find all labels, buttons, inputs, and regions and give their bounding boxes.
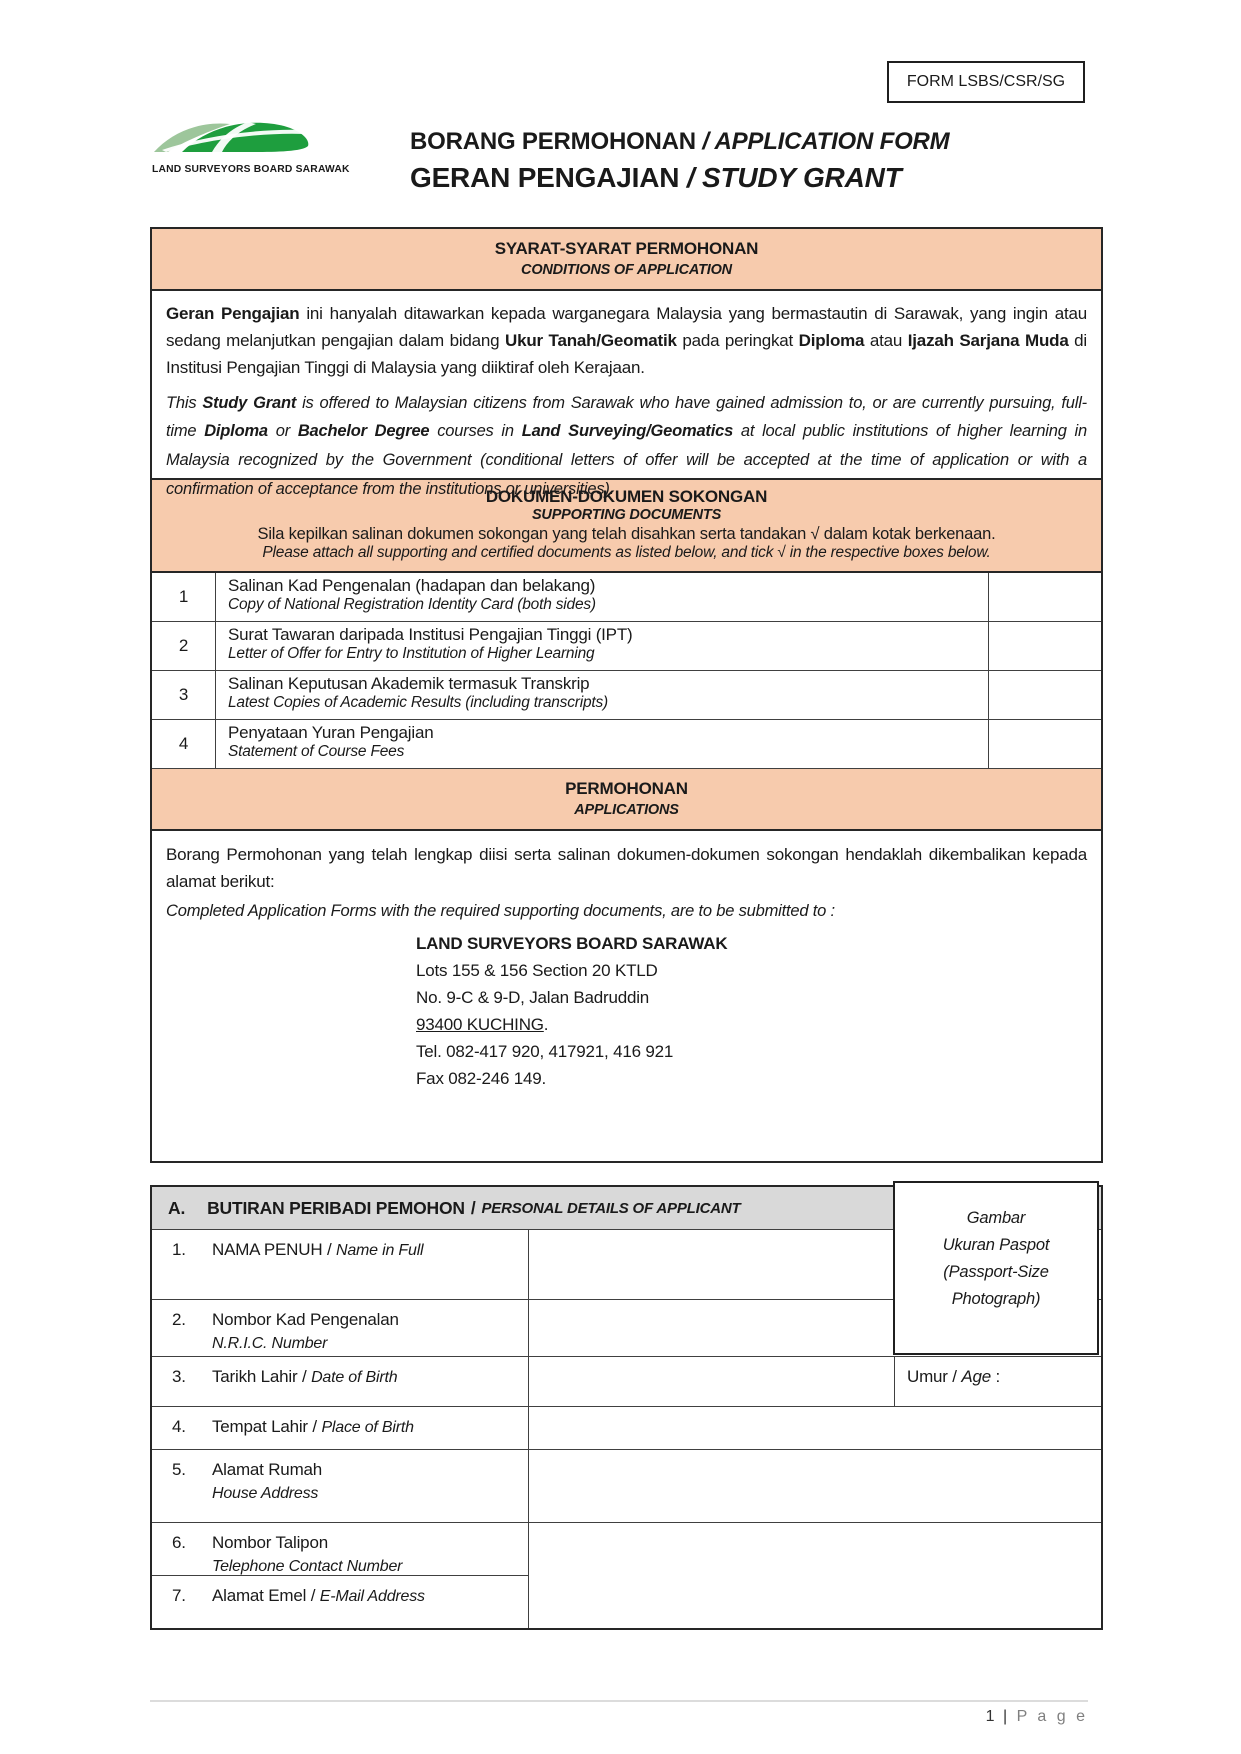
field-text (212, 1417, 414, 1449)
address-line-2: No. 9-C & 9-D, Jalan Badruddin (416, 988, 650, 1008)
document-item-row (152, 622, 1101, 671)
docs-note-en: Please attach all supporting and certified documents as listed below, and tick √ in the respective boxes below. (262, 544, 991, 561)
conditions-header-my: SYARAT-SYARAT PERMOHONAN (494, 239, 759, 258)
tick-box-4[interactable] (989, 720, 1101, 768)
doc-item-en: Letter of Offer for Entry to Institution of Higher Learning (228, 645, 595, 662)
field-row-house-address (152, 1450, 1101, 1523)
address-city-suffix: . (543, 1015, 549, 1035)
field-label (152, 1357, 529, 1406)
doc-item-my: Salinan Kad Pengenalan (hadapan dan belakang) (228, 576, 596, 595)
apps-header-en: APPLICATIONS (574, 802, 679, 818)
address-line-1: Lots 155 & 156 Section 20 KTLD (416, 961, 658, 981)
page-number-value: 1 | (985, 1708, 1010, 1725)
field-label (152, 1407, 529, 1449)
field-label-my: Nombor Talipon (212, 1533, 328, 1552)
logo-graphic-icon (152, 116, 320, 162)
conditions-header-en: CONDITIONS OF APPLICATION (521, 262, 732, 278)
address-tel: Tel. 082-417 920, 417921, 416 921 (416, 1042, 674, 1062)
field-text (212, 1240, 423, 1299)
field-text (212, 1460, 322, 1522)
input-telephone-number[interactable] (529, 1523, 1101, 1576)
field-text (212, 1586, 425, 1628)
section-title-en: PERSONAL DETAILS OF APPLICANT (481, 1199, 741, 1217)
logo-text: LAND SURVEYORS BOARD SARAWAK (152, 164, 350, 175)
input-place-of-birth[interactable] (529, 1407, 1101, 1449)
passport-photo-box[interactable] (893, 1181, 1099, 1355)
field-row-telephone (152, 1523, 1101, 1576)
doc-item-my: Penyataan Yuran Pengajian (228, 723, 434, 742)
org-logo (152, 116, 350, 175)
tick-box-1[interactable] (989, 573, 1101, 621)
form-code-box (887, 61, 1085, 103)
doc-item-text (216, 573, 989, 621)
page-number-word: P a g e (1009, 1708, 1088, 1725)
conditions-paragraph-my: Geran Pengajian ini hanyalah ditawarkan kepada warganegara Malaysia yang bermastautin di Sarawak, yang ingin atau sedang melanjutkan pengajian dalam bidang Ukur Tanah/Geomatik pada peringkat Diploma atau Ijazah Sarjana Muda di Institusi Pengajian Tinggi di Malaysia yang diiktiraf oleh Kerajaan. (166, 304, 1087, 378)
main-info-table (150, 227, 1103, 1163)
apps-paragraph-my: Borang Permohonan yang telah lengkap diisi serta salinan dokumen-dokumen sokongan hendaklah dikembalikan kepada alamat berikut: (166, 845, 1087, 892)
conditions-paragraph-en: This Study Grant is offered to Malaysian citizens from Sarawak who have gained admission to, or are currently pursuing, full-time Diploma or Bachelor Degree courses in Land Surveying/Geomatics at local public institutions of higher learning in Malaysia recognized by the Government (conditional letters of offer will be accepted at the time of application or with a confirmation of acceptance from the institutions or universities). (166, 393, 1087, 499)
doc-item-my: Salinan Keputusan Akademik termasuk Transkrip (228, 674, 590, 693)
field-number: 4. (172, 1417, 186, 1436)
input-email-address[interactable] (529, 1576, 1101, 1628)
age-field[interactable] (894, 1357, 1101, 1406)
field-row-place-of-birth (152, 1407, 1101, 1450)
document-item-row (152, 720, 1101, 769)
address-city-underlined: 93400 KUCHING (416, 1015, 544, 1035)
footer-divider (150, 1700, 1088, 1702)
input-house-address[interactable] (529, 1450, 1101, 1522)
field-text (212, 1533, 402, 1576)
doc-item-text (216, 720, 989, 768)
doc-item-en: Statement of Course Fees (228, 743, 405, 760)
field-label (152, 1300, 529, 1356)
field-label-en: House Address (212, 1485, 319, 1502)
tick-box-3[interactable] (989, 671, 1101, 719)
section-title-separator: / (470, 1197, 476, 1218)
submission-address (416, 930, 1087, 1092)
field-row-date-of-birth (152, 1357, 1101, 1407)
docs-header-en: SUPPORTING DOCUMENTS (531, 507, 722, 523)
conditions-section-header (152, 229, 1101, 291)
doc-item-number: 2 (152, 622, 216, 670)
field-label (152, 1523, 529, 1576)
doc-item-text (216, 671, 989, 719)
doc-item-number: 4 (152, 720, 216, 768)
title-study-grant: GERAN PENGAJIAN / STUDY GRANT (410, 162, 902, 193)
doc-item-en: Latest Copies of Academic Results (including transcripts) (228, 694, 608, 711)
photo-box-line4: Photograph) (951, 1290, 1041, 1308)
document-title-block (410, 128, 949, 194)
address-city (416, 1011, 1087, 1038)
doc-item-my: Surat Tawaran daripada Institusi Pengajian Tinggi (IPT) (228, 625, 633, 644)
apps-paragraph-en: Completed Application Forms with the required supporting documents, are to be submitted to : (166, 902, 835, 921)
field-label-slash: / (297, 1367, 312, 1386)
docs-note-my: Sila kepilkan salinan dokumen sokongan yang telah disahkan serta tandakan √ dalam kotak berkenaan. (257, 525, 996, 543)
field-label-my: NAMA PENUH (212, 1240, 323, 1259)
doc-item-text (216, 622, 989, 670)
doc-item-number: 1 (152, 573, 216, 621)
field-label-my: Alamat Rumah (212, 1460, 323, 1479)
field-number: 7. (172, 1586, 186, 1605)
field-label-slash: / (306, 1586, 320, 1605)
field-label-my: Tempat Lahir (212, 1417, 308, 1436)
field-number: 1. (172, 1240, 186, 1259)
field-text (212, 1367, 397, 1406)
field-number: 6. (172, 1533, 186, 1552)
field-label-en: Place of Birth (321, 1419, 414, 1436)
document-item-row (152, 573, 1101, 622)
field-number: 2. (172, 1310, 186, 1329)
field-row-email (152, 1576, 1101, 1628)
field-number: 3. (172, 1367, 186, 1386)
photo-box-line1: Gambar (966, 1209, 1026, 1227)
field-text (212, 1310, 399, 1356)
field-label-en: Name in Full (336, 1242, 424, 1259)
address-fax: Fax 082-246 149. (416, 1069, 547, 1089)
apps-header-my: PERMOHONAN (565, 779, 688, 798)
field-label-en: Telephone Contact Number (212, 1558, 403, 1575)
section-letter: A. (168, 1197, 186, 1218)
field-label-my: Nombor Kad Pengenalan (212, 1310, 399, 1329)
photo-box-line3: (Passport-Size (943, 1263, 1049, 1281)
field-label (152, 1230, 529, 1299)
address-org-name: LAND SURVEYORS BOARD SARAWAK (416, 934, 728, 954)
form-code-label: FORM LSBS/CSR/SG (906, 73, 1066, 90)
field-label (152, 1450, 529, 1522)
page-number (150, 1708, 1088, 1726)
field-number: 5. (172, 1460, 186, 1479)
document-item-row (152, 671, 1101, 720)
doc-item-en: Copy of National Registration Identity Card (both sides) (228, 596, 596, 613)
field-label-en: N.R.I.C. Number (212, 1335, 328, 1352)
docs-header-my: DOKUMEN-DOKUMEN SOKONGAN (485, 487, 768, 506)
applications-section-header (152, 769, 1101, 831)
applications-body (152, 831, 1101, 1161)
photo-box-line2: Ukuran Paspot (942, 1236, 1050, 1254)
field-label-slash: / (322, 1240, 336, 1259)
field-label-en: Date of Birth (311, 1369, 398, 1386)
field-label (152, 1576, 529, 1628)
section-title-my: BUTIRAN PERIBADI PEMOHON (207, 1197, 465, 1218)
tick-box-2[interactable] (989, 622, 1101, 670)
title-application-form: BORANG PERMOHONAN / APPLICATION FORM (410, 128, 950, 155)
personal-details-table (150, 1185, 1103, 1630)
field-label-en: E-Mail Address (319, 1588, 425, 1605)
input-date-of-birth[interactable] (529, 1357, 894, 1406)
age-label: Umur / Age : (907, 1367, 1001, 1386)
field-label-my: Alamat Emel (212, 1586, 307, 1605)
field-label-my: Tarikh Lahir (212, 1367, 298, 1386)
doc-item-number: 3 (152, 671, 216, 719)
field-label-slash: / (307, 1417, 322, 1436)
